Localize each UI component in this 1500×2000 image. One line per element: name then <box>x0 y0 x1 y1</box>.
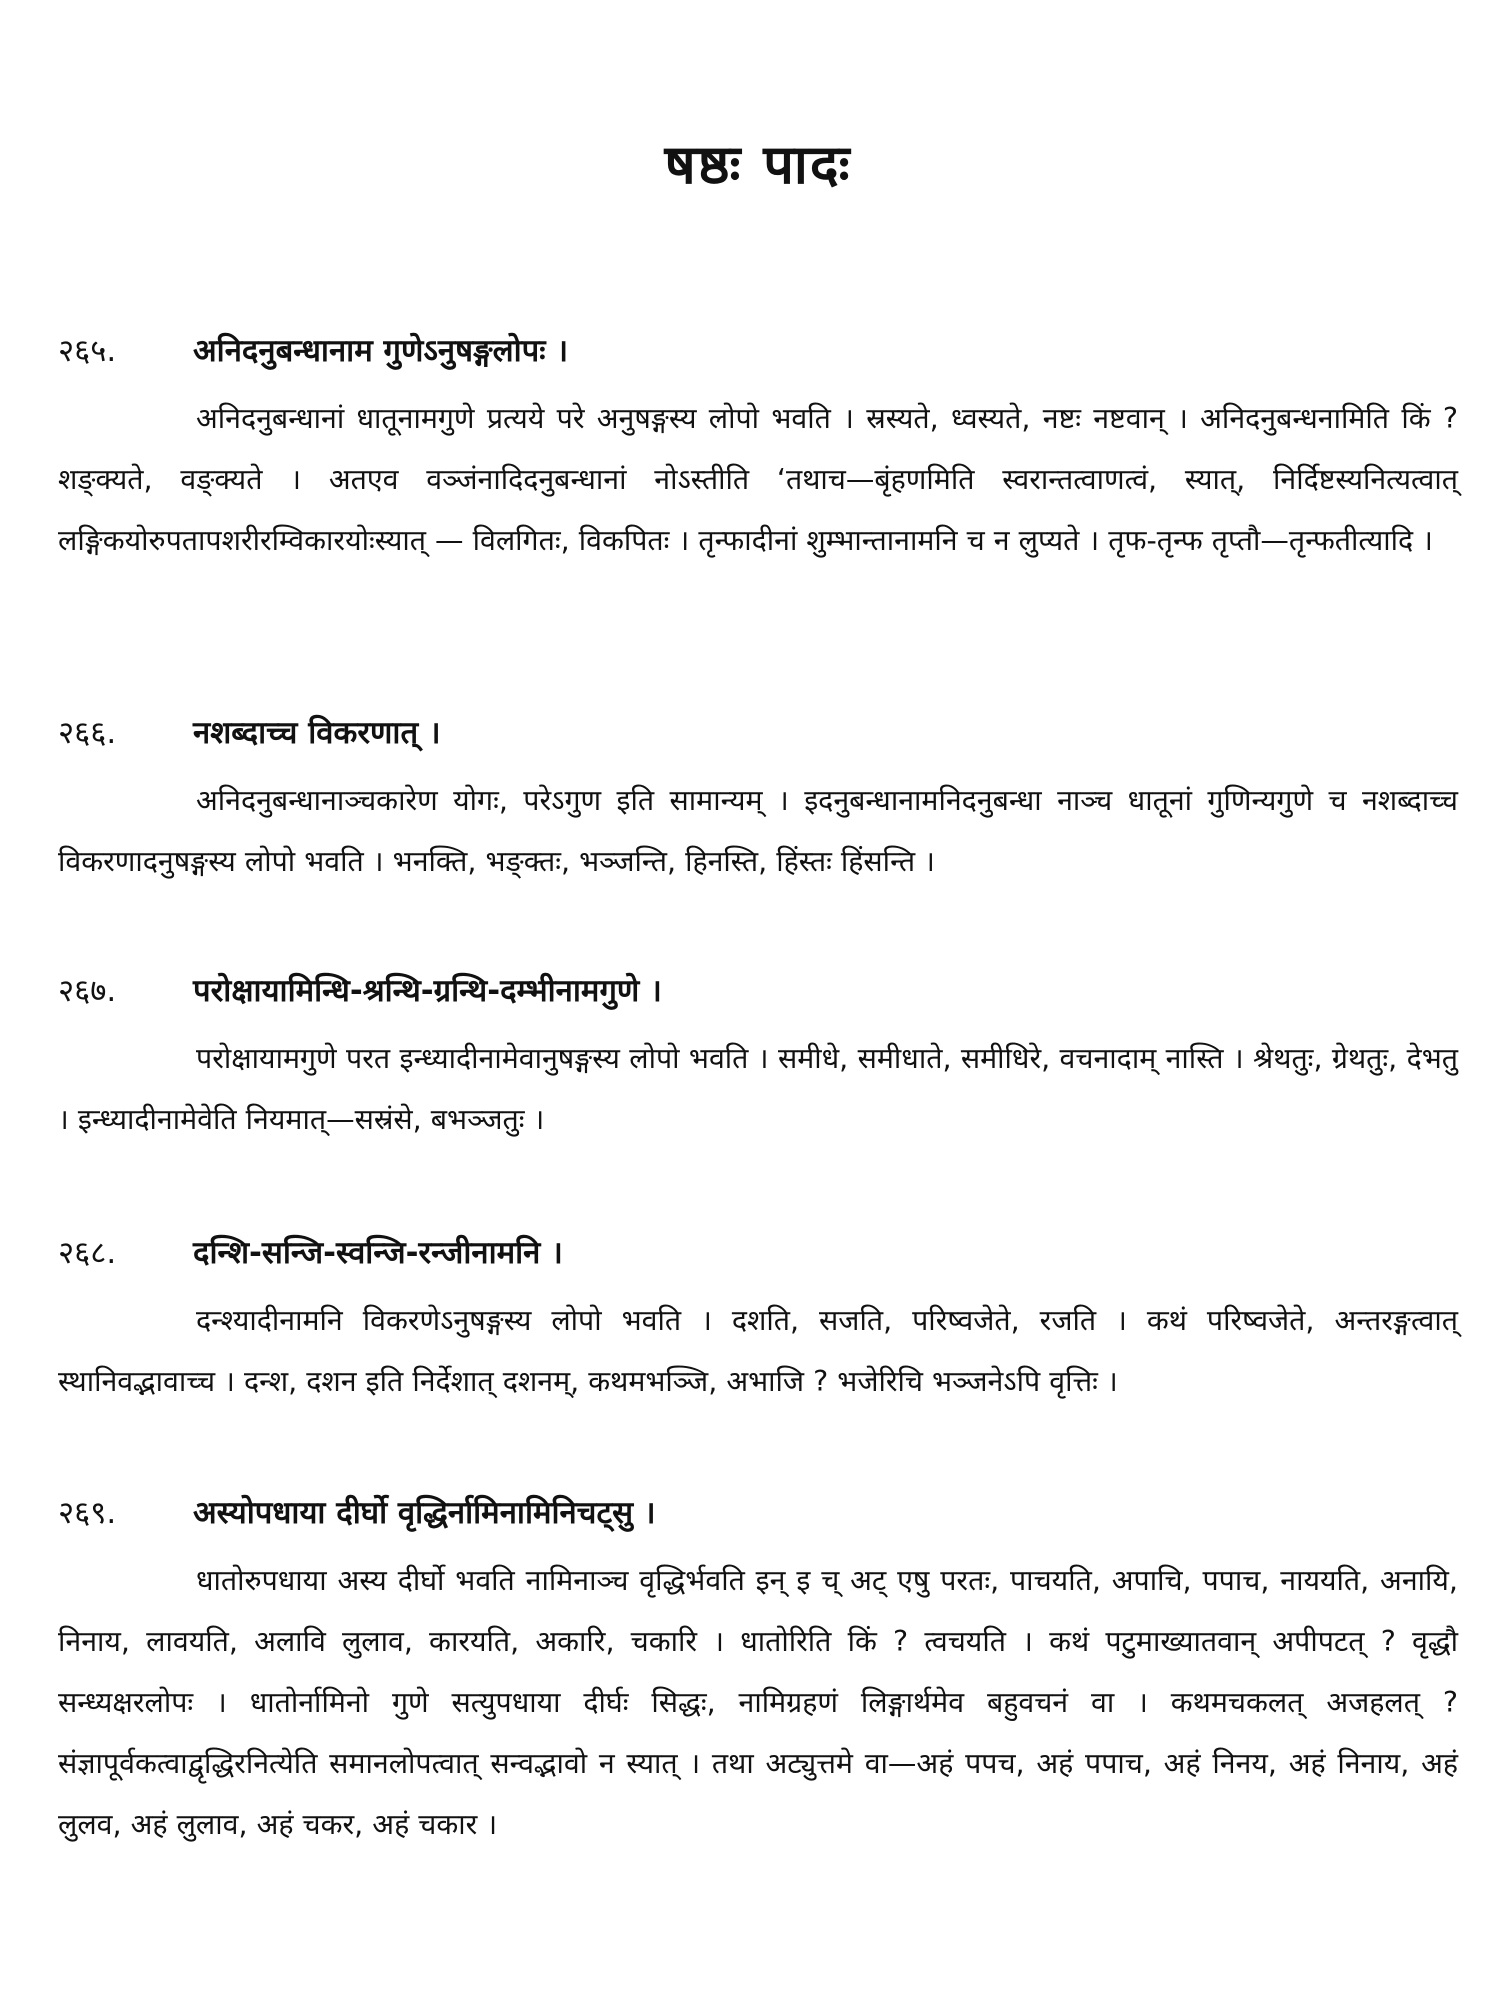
sutra-text: दन्शि-सन्जि-स्वन्जि-रन्जीनामनि । <box>193 1235 563 1271</box>
sutra-number: २६८. <box>58 1235 117 1271</box>
sutra-text: परोक्षायामिन्धि-श्रन्थि-ग्रन्थि-दम्भीनामगुणे । <box>193 973 662 1009</box>
sutra-number: २६५. <box>58 333 117 369</box>
sutra-text: अनिदनुबन्धानाम गुणेऽनुषङ्गलोपः । <box>193 333 569 369</box>
sutra-heading <box>58 1492 1458 1534</box>
sutra-commentary: अनिदनुबन्धानां धातूनामगुणे प्रत्यये परे अनुषङ्गस्य लोपो भवति । स्रस्यते, ध्वस्यते, नष्टः नष्टवान् । अनिदनुबन्धनामिति किं ? शङ्क्यते, वङ्क्यते । अतएव वञ्जंनादिदनुबन्धानां नोऽस्तीति ‘तथाच—बृंहणमिति स्वरान्तत्वाणत्वं, स्यात्, निर्दिष्टस्यनित्यत्वात् लङ्गिकयोरुपतापशरीरम्विकारयोःस्यात् — विलगितः, विकपितः । तृन्फादीनां शुम्भान्तानामनि च न लुप्यते । तृफ-तृन्फ तृप्तौ—तृन्फतीत्यादि । <box>58 402 1458 557</box>
sutra-266 <box>58 712 1458 921</box>
sutra-268 <box>58 1232 1458 1441</box>
sutra-heading <box>58 330 1458 372</box>
sutra-269 <box>58 1492 1458 1884</box>
sutra-number: २६९. <box>58 1495 117 1531</box>
sutra-commentary: अनिदनुबन्धानाञ्चकारेण योगः, परेऽगुण इति सामान्यम् । इदनुबन्धानामनिदनुबन्धा नाञ्च धातूनां गुणिन्यगुणे च नशब्दाच्च विकरणादनुषङ्गस्य लोपो भवति । भनक्ति, भङ्क्तः, भञ्जन्ति, हिनस्ति, हिंस्तः हिंसन्ति । <box>58 784 1458 878</box>
sutra-heading <box>58 712 1458 754</box>
sutra-number: २६७. <box>58 973 117 1009</box>
sutra-text: नशब्दाच्च विकरणात् । <box>193 715 441 751</box>
sutra-text: अस्योपधाया दीर्घो वृद्धिर्नामिनामिनिचट्सु । <box>193 1495 656 1531</box>
sutra-number: २६६. <box>58 715 117 751</box>
sutra-commentary: दन्श्यादीनामनि विकरणेऽनुषङ्गस्य लोपो भवति । दशति, सजति, परिष्वजेते, रजति । कथं परिष्वजेते, अन्तरङ्गत्वात् स्थानिवद्भावाच्च । दन्श, दशन इति निर्देशात् दशनम्, कथमभञ्जि, अभाजि ? भजेरिचि भञ्जनेऽपि वृत्तिः । <box>58 1304 1458 1398</box>
sutra-commentary: परोक्षायामगुणे परत इन्ध्यादीनामेवानुषङ्गस्य लोपो भवति । समीधे, समीधाते, समीधिरे, वचनादाम् नास्ति । श्रेथतुः, ग्रेथतुः, देभतु । इन्ध्यादीनामेवेति नियमात्—सस्रंसे, बभञ्जतुः । <box>58 1042 1458 1136</box>
page-title: षष्ठः पादः <box>664 133 852 196</box>
page <box>58 0 1458 2000</box>
sutra-265 <box>58 330 1458 600</box>
sutra-267 <box>58 970 1458 1179</box>
sutra-heading <box>58 1232 1458 1274</box>
sutra-commentary: धातोरुपधाया अस्य दीर्घो भवति नामिनाञ्च वृद्धिर्भवति इन् इ च् अट् एषु परतः, पाचयति, अपाचि, पपाच, नाययति, अनायि, निनाय, लावयति, अलावि लुलाव, कारयति, अकारि, चकारि । धातोरिति किं ? त्वचयति । कथं पटुमाख्यातवान् अपीपटत् ? वृद्धौ सन्ध्यक्षरलोपः । धातोर्नामिनो गुणे सत्युपधाया दीर्घः सिद्धः, नामिग्रहणं लिङ्गार्थमेव बहुवचनं वा । कथमचकलत् अजहलत् ? संज्ञापूर्वकत्वाद्वृद्धिरनित्येति समानलोपत्वात् सन्वद्भावो न स्यात् । तथा अट्युत्तमे वा—अहं पपच, अहं पपाच, अहं निनय, अहं निनाय, अहं लुलव, अहं लुलाव, अहं चकर, अहं चकार । <box>58 1564 1458 1841</box>
sutra-heading <box>58 970 1458 1012</box>
